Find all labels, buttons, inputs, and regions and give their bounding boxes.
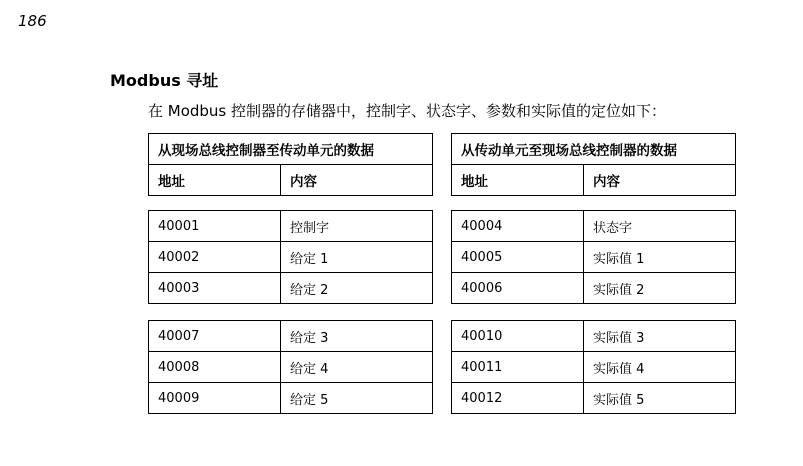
address-cell: 40008 xyxy=(149,352,281,383)
table-row xyxy=(452,211,736,242)
content-cell: 实际值 3 xyxy=(584,321,736,352)
table-row xyxy=(149,273,433,304)
content-cell: 给定 4 xyxy=(281,352,433,383)
table-row xyxy=(149,352,433,383)
left-table-title: 从现场总线控制器至传动单元的数据 xyxy=(149,134,433,165)
left-table-group-1 xyxy=(148,210,433,304)
address-cell: 40007 xyxy=(149,321,281,352)
address-cell: 40012 xyxy=(452,383,584,414)
content-cell: 控制字 xyxy=(281,211,433,242)
left-table-header xyxy=(148,133,433,196)
table-row xyxy=(149,211,433,242)
address-cell: 40003 xyxy=(149,273,281,304)
intro-paragraph: 在 Modbus 控制器的存储器中，控制字、状态字、参数和实际值的定位如下： xyxy=(148,102,667,120)
address-cell: 40011 xyxy=(452,352,584,383)
table-row xyxy=(149,321,433,352)
address-cell: 40006 xyxy=(452,273,584,304)
page-number: 186 xyxy=(18,12,47,30)
table-row xyxy=(149,242,433,273)
right-table-group-1 xyxy=(451,210,736,304)
address-cell: 40010 xyxy=(452,321,584,352)
right-col-address: 地址 xyxy=(452,165,584,196)
address-cell: 40001 xyxy=(149,211,281,242)
table-row xyxy=(452,321,736,352)
right-table-header xyxy=(451,133,736,196)
content-cell: 实际值 1 xyxy=(584,242,736,273)
table-row xyxy=(452,383,736,414)
section-heading: Modbus 寻址 xyxy=(110,71,219,90)
address-cell: 40005 xyxy=(452,242,584,273)
left-table-group-2 xyxy=(148,320,433,414)
table-row xyxy=(452,273,736,304)
table-row xyxy=(452,242,736,273)
content-cell: 给定 1 xyxy=(281,242,433,273)
content-cell: 给定 5 xyxy=(281,383,433,414)
right-col-content: 内容 xyxy=(584,165,736,196)
right-table-title: 从传动单元至现场总线控制器的数据 xyxy=(452,134,736,165)
content-cell: 状态字 xyxy=(584,211,736,242)
table-row xyxy=(452,352,736,383)
content-cell: 实际值 4 xyxy=(584,352,736,383)
content-cell: 给定 2 xyxy=(281,273,433,304)
table-row xyxy=(149,383,433,414)
content-cell: 实际值 5 xyxy=(584,383,736,414)
address-cell: 40004 xyxy=(452,211,584,242)
left-col-address: 地址 xyxy=(149,165,281,196)
left-col-content: 内容 xyxy=(281,165,433,196)
right-table-group-2 xyxy=(451,320,736,414)
content-cell: 给定 3 xyxy=(281,321,433,352)
address-cell: 40002 xyxy=(149,242,281,273)
address-cell: 40009 xyxy=(149,383,281,414)
content-cell: 实际值 2 xyxy=(584,273,736,304)
